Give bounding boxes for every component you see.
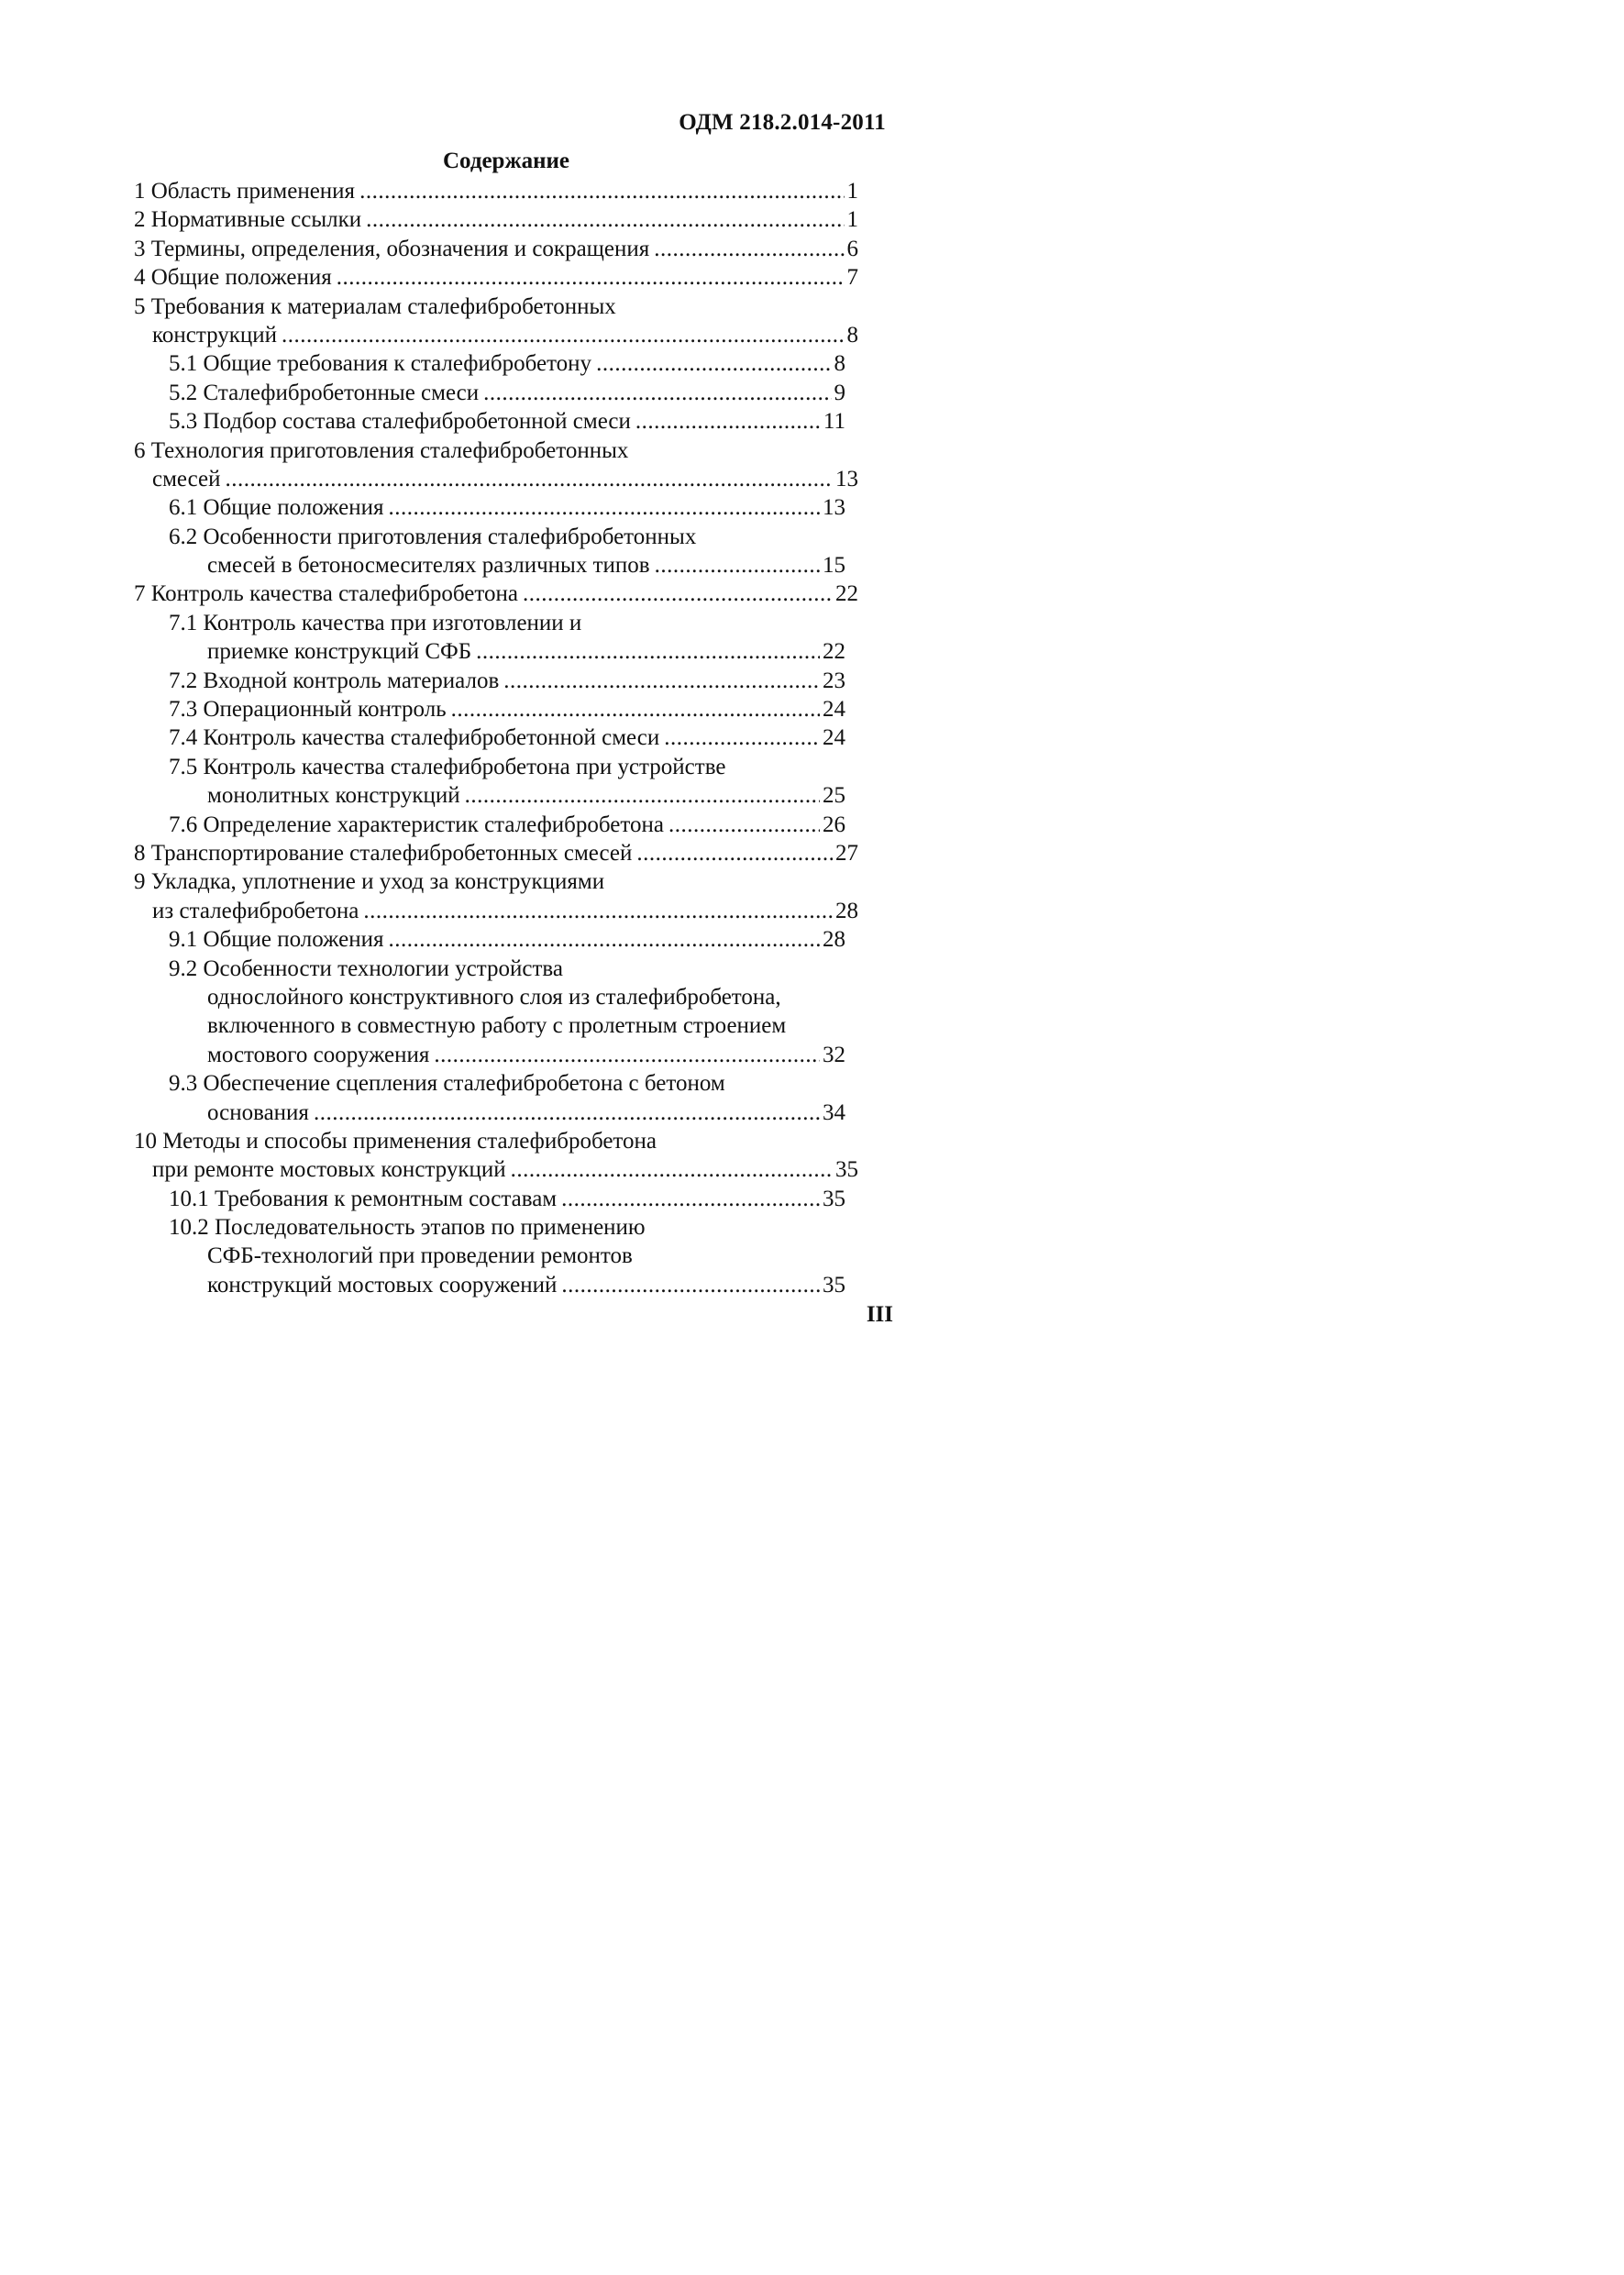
toc-entry-title: 6.2 Особенности приготовления сталефибробетонных [169, 524, 697, 549]
toc-entry-title: 7.2 Входной контроль материалов [169, 668, 500, 693]
toc-entry-page: 1 [846, 207, 858, 233]
toc-entry-title: конструкций мостовых сооружений [207, 1272, 558, 1298]
toc-entry-title: смесей в бетоносмесителях различных типов [207, 553, 650, 579]
toc-entry [134, 349, 858, 378]
toc-entry [134, 293, 858, 321]
toc-entry-page: 23 [823, 668, 845, 693]
toc-dot-leader [476, 637, 820, 666]
toc-entry-title: 7.3 Операционный контроль [169, 697, 447, 723]
toc-dot-leader [359, 177, 844, 205]
toc-entry-page: 6 [846, 236, 858, 261]
toc-entry-title: 1 Область применения [134, 179, 356, 204]
toc-entry-page: 27 [835, 840, 858, 866]
toc-dot-leader [561, 1185, 820, 1213]
toc-dot-leader [635, 407, 821, 436]
toc-dot-leader [654, 235, 844, 263]
toc-entry-page: 13 [835, 466, 858, 491]
toc-entry [134, 1127, 858, 1155]
toc-entry-title: 2 Нормативные ссылки [134, 207, 362, 233]
toc-entry [134, 637, 858, 666]
document-page [0, 0, 1012, 1418]
toc-entry-title: из сталефибробетона [152, 898, 359, 923]
toc-entry-page: 7 [846, 265, 858, 291]
toc-entry-page: 26 [823, 812, 845, 837]
toc-entry [134, 263, 858, 292]
toc-dot-leader [226, 465, 833, 493]
toc-entry-title: 9.3 Обеспечение сцепления сталефибробетона с бетоном [169, 1071, 725, 1097]
toc-entry [134, 205, 858, 234]
toc-dot-leader [282, 321, 844, 349]
toc-entry-title: 5.2 Сталефибробетонные смеси [169, 380, 480, 405]
toc-entry [134, 609, 858, 637]
toc-dot-leader [483, 379, 831, 407]
toc-entry-page: 22 [835, 581, 858, 607]
toc-entry-title: 5.1 Общие требования к сталефибробетону [169, 351, 592, 377]
toc-entry [134, 1185, 858, 1213]
toc-entry-page: 1 [846, 179, 858, 204]
toc-entry [134, 1069, 858, 1098]
toc-entry-title: основания [207, 1099, 309, 1125]
toc-entry [134, 667, 858, 695]
toc-entry [134, 925, 858, 954]
toc-entry [134, 1242, 858, 1270]
toc-entry-title: однослойного конструктивного слоя из сталефибробетона, [207, 984, 781, 1010]
toc-entry-page: 8 [846, 322, 858, 348]
toc-dot-leader [434, 1041, 820, 1069]
toc-entry-title: 10 Методы и способы применения сталефибробетона [134, 1128, 657, 1154]
toc-entry-title: 4 Общие положения [134, 265, 332, 291]
toc-dot-leader [655, 551, 820, 580]
toc-entry [134, 811, 858, 839]
toc-entry [134, 1271, 858, 1299]
toc-entry-title: 8 Транспортирование сталефибробетонных смесей [134, 840, 633, 866]
toc-entry [134, 867, 858, 896]
toc-entry [134, 1041, 858, 1069]
toc-entry-title: 9.2 Особенности технологии устройства [169, 955, 563, 981]
toc-entry [134, 955, 858, 983]
toc-dot-leader [636, 839, 833, 867]
toc-entry-page: 8 [834, 351, 845, 377]
toc-entry [134, 493, 858, 522]
page-number: III [866, 1302, 893, 1327]
toc-entry [134, 580, 858, 608]
toc-entry-page: 35 [823, 1186, 845, 1211]
toc-entry-page: 15 [823, 553, 845, 579]
toc-dot-leader [523, 580, 833, 608]
toc-entry-title: 10.1 Требования к ремонтным составам [169, 1186, 558, 1211]
toc-dot-leader [314, 1099, 820, 1127]
toc-dot-leader [465, 781, 820, 810]
toc-entry [134, 753, 858, 781]
toc-entry-title: 7 Контроль качества сталефибробетона [134, 581, 518, 607]
toc-entry-page: 35 [823, 1272, 845, 1298]
document-code: ОДМ 218.2.014-2011 [679, 110, 886, 135]
toc-entry-title: включенного в совместную работу с пролетным строением [207, 1013, 787, 1039]
toc-entry [134, 781, 858, 810]
toc-dot-leader [388, 493, 820, 522]
toc-entry [134, 321, 858, 349]
toc-dot-leader [363, 897, 833, 925]
toc-entry [134, 235, 858, 263]
toc-entry [134, 723, 858, 752]
toc-entry-title: 7.4 Контроль качества сталефибробетонной смеси [169, 725, 660, 751]
toc-entry [134, 1155, 858, 1184]
toc-entry [134, 695, 858, 723]
toc-entry-title: 5 Требования к материалам сталефибробетонных [134, 293, 616, 319]
toc-entry [134, 897, 858, 925]
toc-dot-leader [503, 667, 820, 695]
toc-dot-leader [337, 263, 845, 292]
toc-entry-title: 9.1 Общие положения [169, 927, 384, 953]
toc-entry [134, 1099, 858, 1127]
toc-entry-title: монолитных конструкций [207, 783, 460, 809]
toc-dot-leader [366, 205, 844, 234]
toc-entry-page: 13 [823, 495, 845, 521]
toc-entry [134, 523, 858, 551]
toc-entry [134, 1213, 858, 1242]
toc-dot-leader [596, 349, 831, 378]
toc-entry-page: 28 [835, 898, 858, 923]
toc-entry-page: 34 [823, 1099, 845, 1125]
toc-entry [134, 983, 858, 1011]
toc-entry-title: 10.2 Последовательность этапов по применению [169, 1215, 646, 1241]
toc-entry-title: 6.1 Общие положения [169, 495, 384, 521]
toc-entry-title: 9 Укладка, уплотнение и уход за конструкциями [134, 869, 605, 895]
toc-entry [134, 1011, 858, 1040]
toc-entry [134, 407, 858, 436]
toc-entry-title: 3 Термины, определения, обозначения и сокращения [134, 236, 650, 261]
toc-entry-page: 32 [823, 1042, 845, 1067]
toc-entry-title: 6 Технология приготовления сталефибробетонных [134, 437, 629, 463]
toc-entry-title: при ремонте мостовых конструкций [152, 1157, 506, 1183]
toc-entry [134, 839, 858, 867]
toc-entry-page: 24 [823, 697, 845, 723]
toc-entry-title: 7.6 Определение характеристик сталефибробетона [169, 812, 664, 837]
toc-entry-title: смесей [152, 466, 221, 491]
toc-entry-page: 28 [823, 927, 845, 953]
toc-title: Содержание [442, 149, 569, 173]
toc-dot-leader [511, 1155, 833, 1184]
toc-entry-title: 7.1 Контроль качества при изготовлении и [169, 610, 582, 635]
toc-entry [134, 465, 858, 493]
toc-entry-page: 25 [823, 783, 845, 809]
toc-entry-title: СФБ-технологий при проведении ремонтов [207, 1243, 633, 1269]
table-of-contents [134, 177, 858, 1299]
toc-dot-leader [561, 1271, 820, 1299]
toc-entry [134, 177, 858, 205]
toc-entry-title: приемке конструкций СФБ [207, 639, 472, 665]
toc-entry-title: 7.5 Контроль качества сталефибробетона при устройстве [169, 754, 726, 779]
toc-dot-leader [388, 925, 820, 954]
toc-entry-page: 9 [834, 380, 845, 405]
toc-entry-title: конструкций [152, 322, 278, 348]
toc-entry-page: 35 [835, 1157, 858, 1183]
toc-entry-title: 5.3 Подбор состава сталефибробетонной смеси [169, 409, 631, 435]
toc-entry-page: 11 [823, 409, 845, 435]
toc-entry-title: мостового сооружения [207, 1042, 430, 1067]
toc-dot-leader [451, 695, 820, 723]
toc-entry [134, 551, 858, 580]
toc-entry [134, 436, 858, 465]
toc-dot-leader [664, 723, 820, 752]
toc-entry-page: 24 [823, 725, 845, 751]
toc-entry-page: 22 [823, 639, 845, 665]
toc-dot-leader [668, 811, 820, 839]
toc-entry [134, 379, 858, 407]
